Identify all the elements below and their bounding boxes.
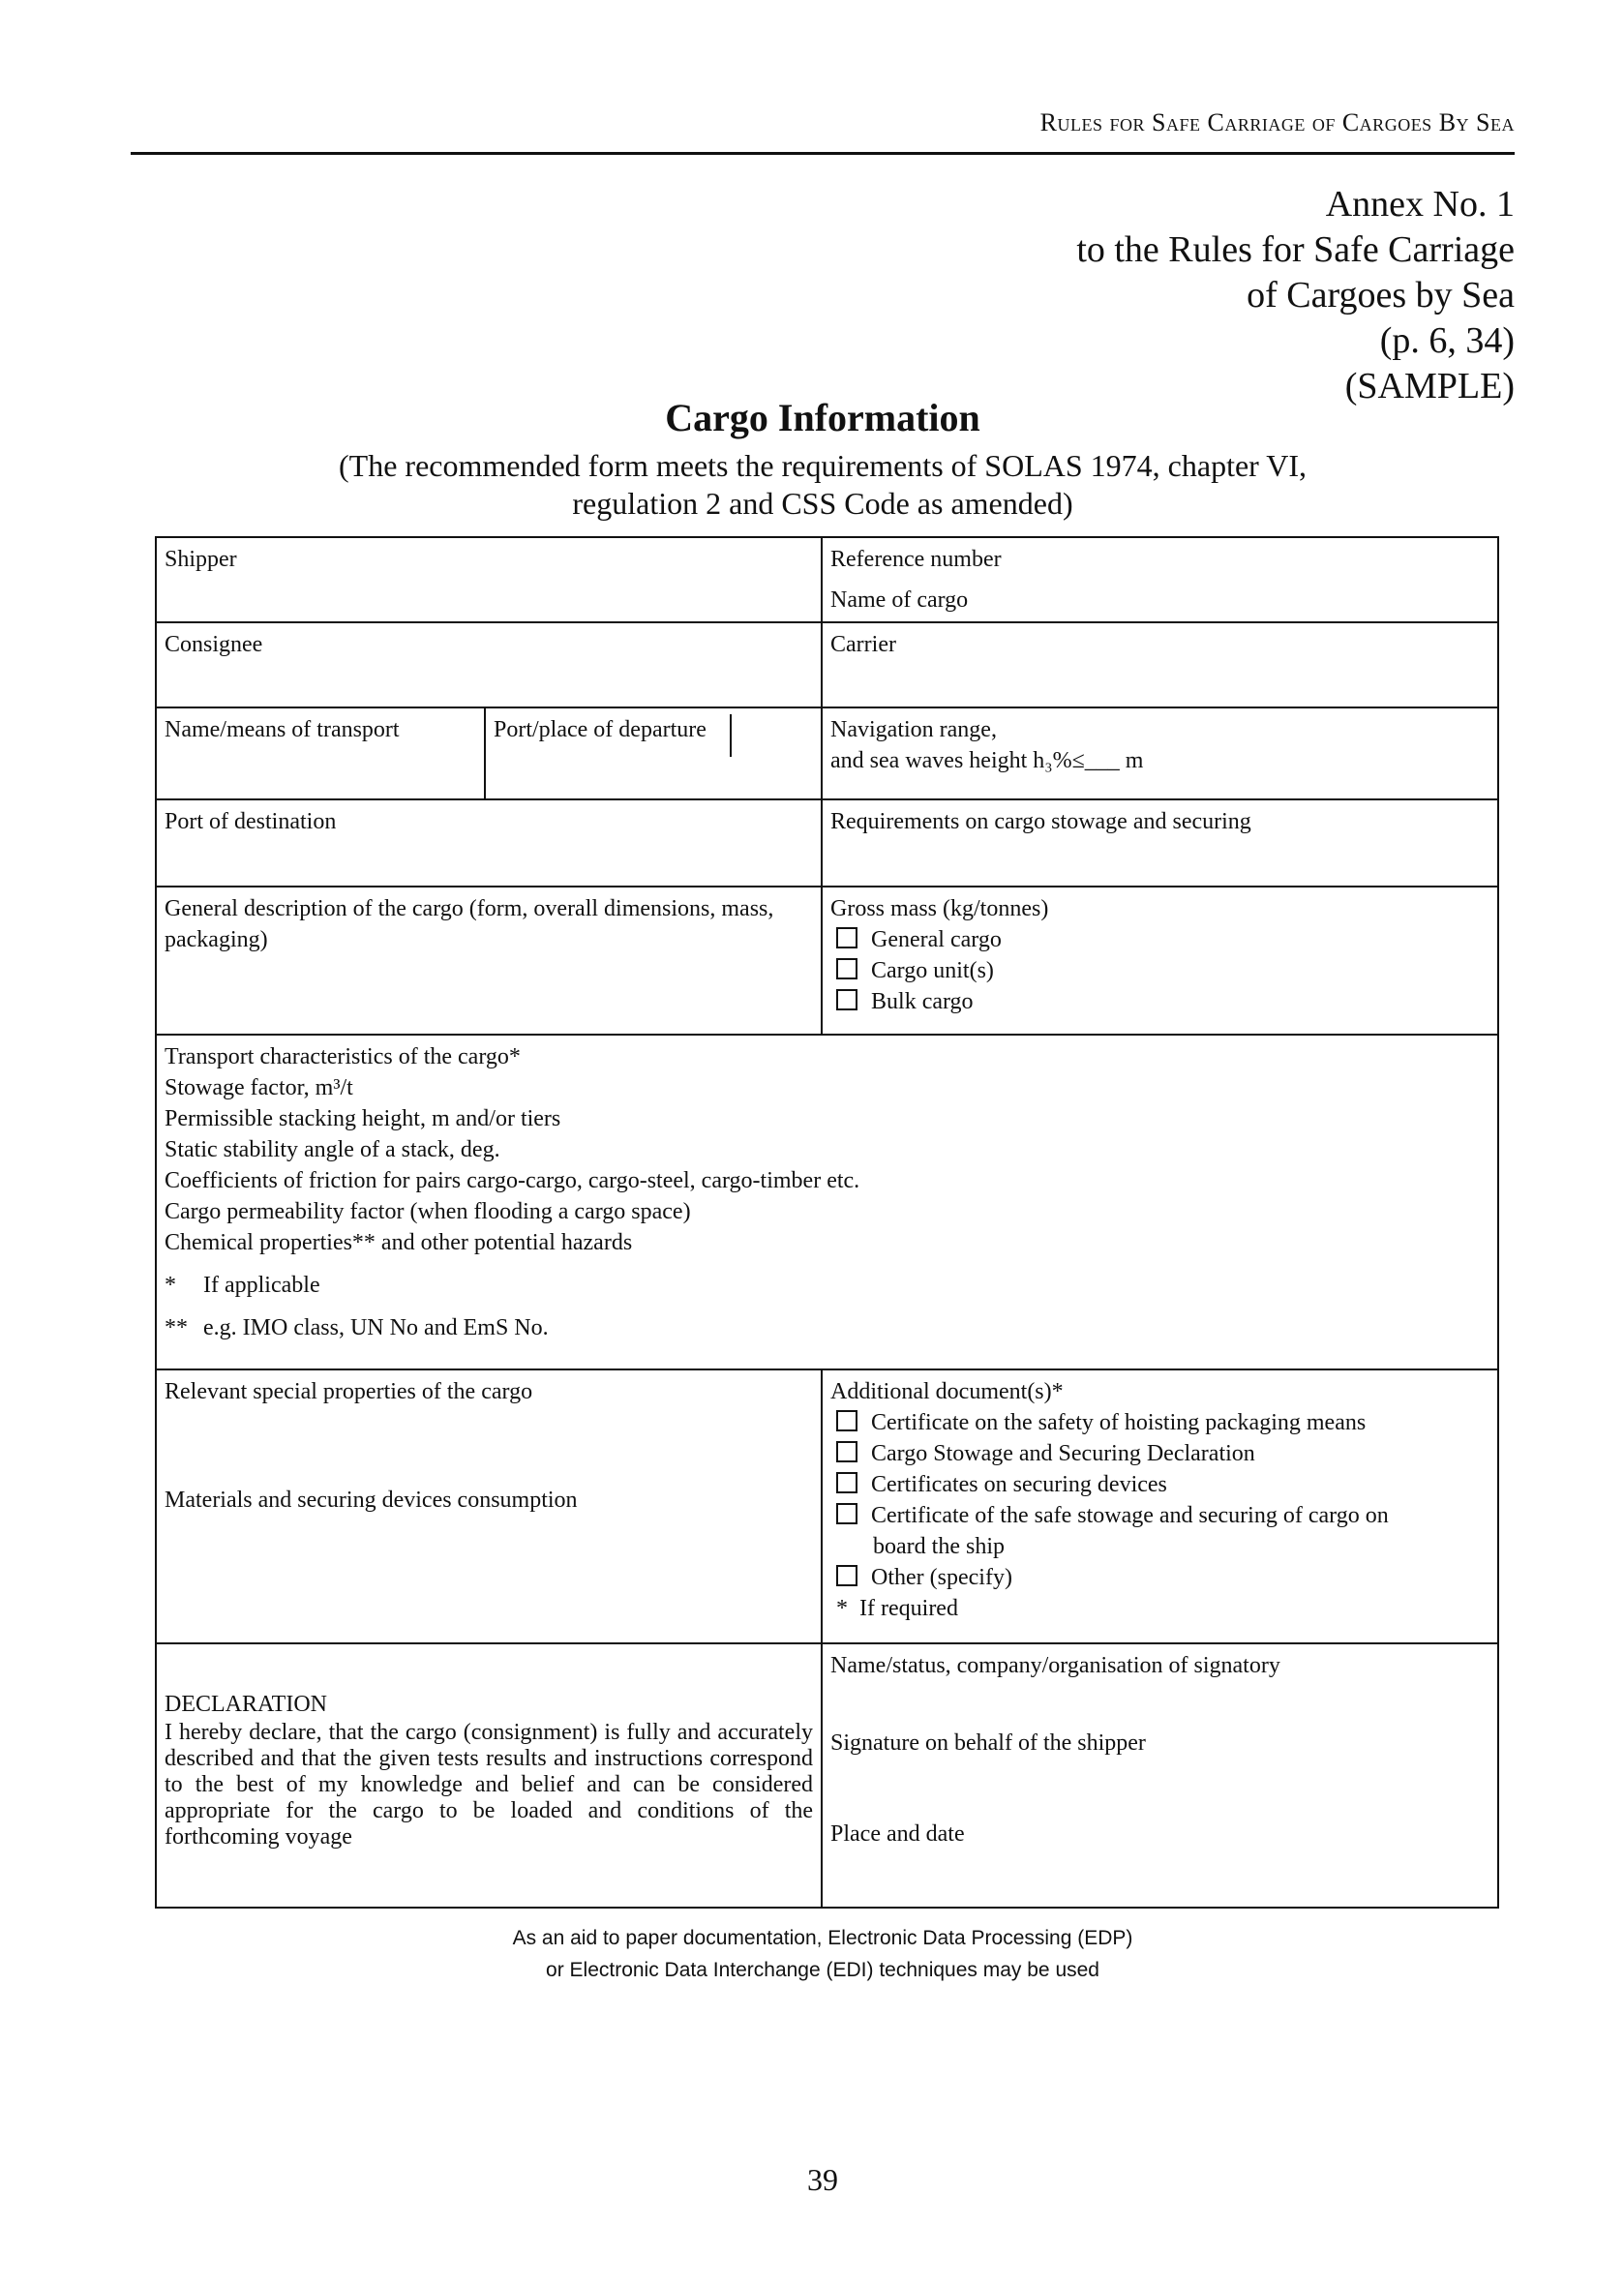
annex-line-2: to the Rules for Safe Carriage: [1076, 229, 1515, 270]
transport-characteristics-heading: Transport characteristics of the cargo*: [165, 1044, 521, 1069]
reference-number-label: Reference number: [830, 547, 1002, 572]
field-tick-mark: [730, 714, 732, 757]
annex-block: [1076, 182, 1515, 409]
cargo-information-form: [155, 536, 1499, 1909]
characteristic-line: Static stability angle of a stack, deg.: [165, 1137, 500, 1162]
option-securing-certificates[interactable]: Certificates on securing devices: [830, 1469, 1489, 1500]
footer-note: [0, 1922, 1624, 1986]
checkbox-icon[interactable]: [836, 1503, 857, 1524]
option-general-cargo[interactable]: General cargo: [830, 924, 1489, 955]
place-date-field[interactable]: Place and date: [830, 1821, 965, 1847]
shipper-field[interactable]: [156, 537, 822, 622]
characteristic-line: Cargo permeability factor (when flooding a cargo space): [165, 1199, 691, 1224]
running-header: Rules for Safe Carriage of Cargoes By Sea: [1039, 108, 1515, 136]
special-properties-cell[interactable]: [156, 1369, 822, 1643]
signatory-field[interactable]: Name/status, company/organisation of signatory: [830, 1653, 1280, 1678]
consignee-label: Consignee: [165, 632, 263, 657]
destination-label: Port of destination: [165, 809, 337, 834]
checkbox-icon[interactable]: [836, 1441, 857, 1462]
departure-field[interactable]: [485, 707, 822, 799]
characteristic-line: Stowage factor, m³/t: [165, 1075, 353, 1100]
annex-line-4: (p. 6, 34): [1379, 320, 1515, 361]
footnote-if-applicable: * If applicable: [165, 1273, 320, 1298]
requirements-field[interactable]: [822, 799, 1498, 887]
option-stowage-declaration[interactable]: Cargo Stowage and Securing Declaration: [830, 1438, 1489, 1469]
shipper-label: Shipper: [165, 547, 237, 572]
special-properties-label: Relevant special properties of the cargo: [165, 1379, 533, 1404]
characteristic-line: Chemical properties** and other potential hazards: [165, 1230, 633, 1255]
transport-characteristics-cell[interactable]: [156, 1035, 1498, 1369]
consignee-field[interactable]: [156, 622, 822, 707]
option-cargo-units[interactable]: Cargo unit(s): [830, 955, 1489, 986]
checkbox-icon[interactable]: [836, 958, 857, 979]
subtitle-line-1: (The recommended form meets the requirements of SOLAS 1974, chapter VI,: [339, 448, 1307, 483]
checkbox-icon[interactable]: [836, 989, 857, 1010]
gross-mass-cell: [822, 887, 1498, 1035]
characteristic-line: Coefficients of friction for pairs cargo-cargo, cargo-steel, cargo-timber etc.: [165, 1168, 860, 1193]
description-label: General description of the cargo (form, overall dimensions, mass, packaging): [165, 896, 774, 952]
carrier-field[interactable]: [822, 622, 1498, 707]
checkbox-icon[interactable]: [836, 927, 857, 948]
characteristic-line: Permissible stacking height, m and/or tiers: [165, 1106, 561, 1131]
annex-line-3: of Cargoes by Sea: [1247, 275, 1515, 316]
option-safe-stowage-certificate[interactable]: Certificate of the safe stowage and securing of cargo on: [830, 1500, 1489, 1531]
option-other-specify[interactable]: Other (specify): [830, 1562, 1489, 1593]
navigation-range-label: Navigation range,: [830, 717, 997, 742]
form-subtitle: [271, 447, 1374, 523]
option-bulk-cargo[interactable]: Bulk cargo: [830, 986, 1489, 1017]
transport-field[interactable]: [156, 707, 485, 799]
transport-label: Name/means of transport: [165, 717, 400, 742]
declaration-text: I hereby declare, that the cargo (consignment) is fully and accurately described and that the given tests results and instructions correspond to the best of my knowledge and belief and can be considered appropriate for the cargo to be loaded and conditions of the forthcoming voyage: [165, 1720, 814, 1850]
option-hoisting-certificate[interactable]: Certificate on the safety of hoisting packaging means: [830, 1407, 1489, 1438]
requirements-label: Requirements on cargo stowage and securing: [830, 809, 1251, 834]
name-of-cargo-label: Name of cargo: [830, 587, 969, 613]
reference-cargo-cell[interactable]: [822, 537, 1498, 622]
sea-waves-label: and sea waves height h₃%≤___ m: [830, 748, 1144, 773]
navigation-field[interactable]: [822, 707, 1498, 799]
footer-line-2: or Electronic Data Interchange (EDI) techniques may be used: [546, 1959, 1099, 1981]
subtitle-line-2: regulation 2 and CSS Code as amended): [572, 486, 1073, 521]
page-number: 39: [807, 2162, 838, 2197]
checkbox-icon[interactable]: [836, 1410, 857, 1431]
materials-devices-label: Materials and securing devices consumption: [165, 1488, 578, 1513]
additional-documents-cell: [822, 1369, 1498, 1643]
footnote-imo-class: ** e.g. IMO class, UN No and EmS No.: [165, 1315, 549, 1340]
signature-field[interactable]: Signature on behalf of the shipper: [830, 1730, 1146, 1756]
gross-mass-label: Gross mass (kg/tonnes): [830, 896, 1049, 921]
carrier-label: Carrier: [830, 632, 896, 657]
header-rule: [131, 152, 1515, 155]
footnote-if-required: * If required: [836, 1596, 958, 1621]
annex-line-5: (SAMPLE): [1344, 366, 1515, 406]
footer-line-1: As an aid to paper documentation, Electronic Data Processing (EDP): [512, 1927, 1133, 1949]
form-title: Cargo Information: [665, 396, 980, 439]
departure-label: Port/place of departure: [494, 717, 707, 742]
annex-line-1: Annex No. 1: [1325, 184, 1515, 225]
checkbox-icon[interactable]: [836, 1472, 857, 1493]
additional-documents-heading: Additional document(s)*: [830, 1379, 1064, 1404]
destination-field[interactable]: [156, 799, 822, 887]
signatory-cell: [822, 1643, 1498, 1908]
option-safe-stowage-continuation: board the ship: [873, 1534, 1005, 1559]
declaration-heading: DECLARATION: [165, 1692, 327, 1717]
declaration-cell: [156, 1643, 822, 1908]
description-field[interactable]: [156, 887, 822, 1035]
checkbox-icon[interactable]: [836, 1565, 857, 1586]
